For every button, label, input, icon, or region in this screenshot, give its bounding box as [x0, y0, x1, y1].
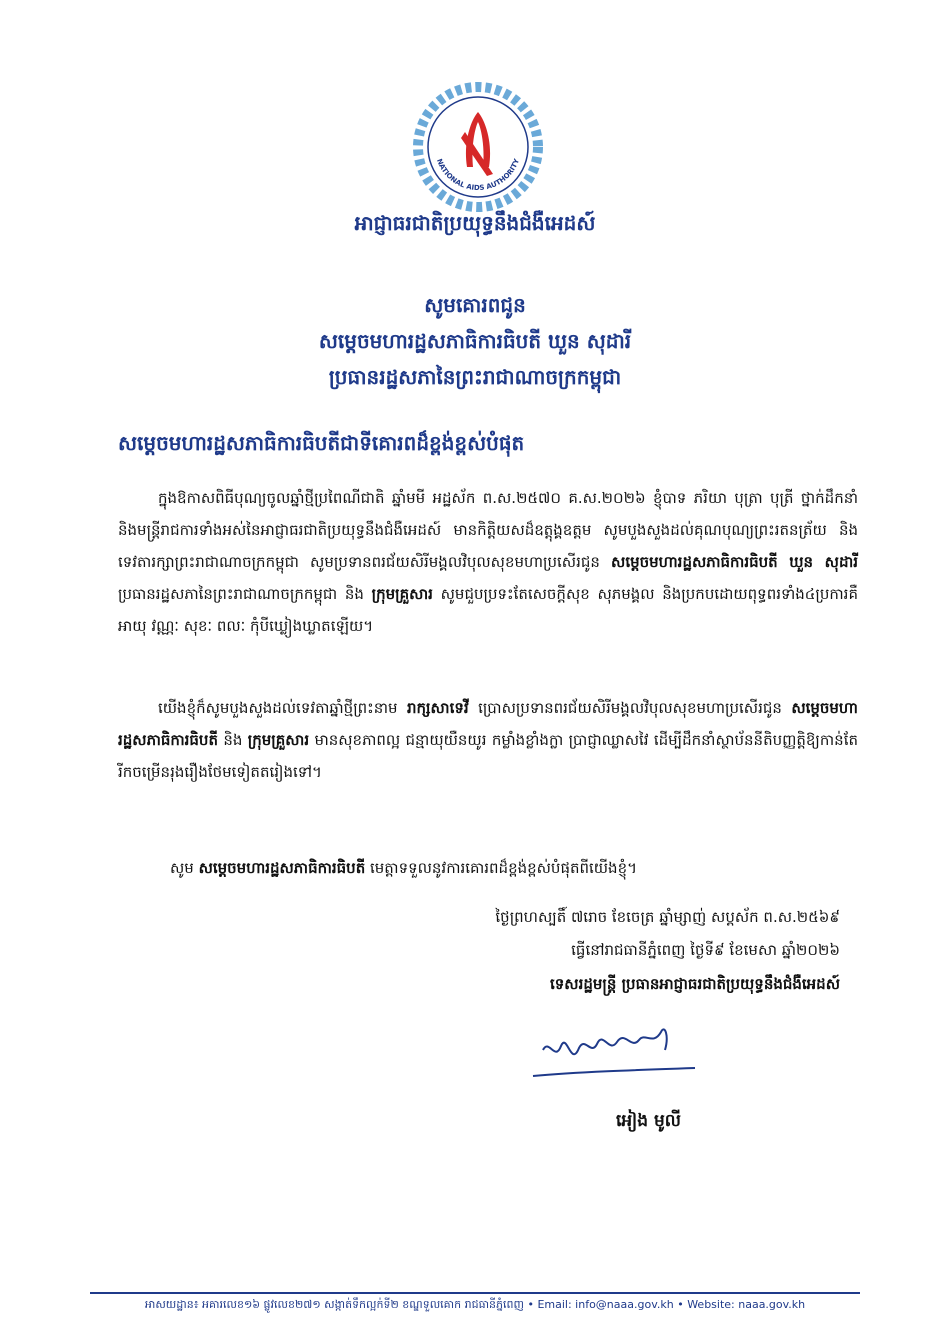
footer-website: • Website: naaa.gov.kh [677, 1298, 806, 1311]
p3-bold-recipient: សម្តេចមហារដ្ឋសភាធិការធិបតី [198, 859, 366, 877]
signer-title: ទេសរដ្ឋមន្ត្រី ប្រធានអាជ្ញាធរជាតិប្រយុទ្ធនឹងជំងឺអេដស៍ [550, 975, 840, 993]
footer-address: អាសយដ្ឋាន៖ អគារលេខ១៦ ផ្លូវលេខ២៧១ សង្កាត់ទឹកល្អក់ទី២ ខណ្ឌទួលគោក រាជធានីភ្នំពេញ [144, 1298, 524, 1311]
p1-text-a: ក្នុងឱកាសពិធីបុណ្យចូលឆ្នាំថ្មីប្រពៃណីជាតិ ឆ្នាំមមី អដ្ឋស័ក ព.ស.២៥៧០ គ.ស.២០២៦ ខ្ញុំបាទ ភរិយា បុត្រា បុត្រី ថ្នាក់ដឹកនាំ និងមន្ត្រីរាជការទាំងអស់នៃអាជ្ញាធរជាតិប្រយុទ្ធនឹងជំងឺអេដស៍ មានកិត្តិយសដ៏ឧត្តុង្គឧត្តម សូមបួងសួងដល់គុណបុណ្យព្រះរតនត្រ័យ និងទេវតារក្សាព្រះរាជាណាចក្រកម្ពុជា សូមប្រទានពរជ័យសិរីមង្គលវិបុលសុខមហាប្រសើរជូន [118, 489, 858, 571]
handwritten-signature [525, 1010, 705, 1090]
recipient-title: ប្រធានរដ្ឋសភានៃព្រះរាជាណាចក្រកម្ពុជា [328, 365, 622, 389]
p2-text-e: និង [223, 731, 243, 749]
logo-emblem-icon [405, 82, 551, 212]
p1-text-c: ប្រធានរដ្ឋសភានៃព្រះរាជាណាចក្រកម្ពុជា និង [118, 585, 364, 603]
lunar-date: ថ្ងៃព្រហស្បតិ៍ ៧រោច ខែចេត្រ ឆ្នាំម្សាញ់ សប្តស័ក ព.ស.២៥៦៩ [495, 908, 840, 926]
p3-text-a: សូម [170, 859, 194, 877]
signature-icon [525, 1010, 705, 1090]
logo-text: NATIONAL AIDS AUTHORITY [434, 157, 521, 193]
place-and-date: ធ្វើនៅរាជធានីភ្នំពេញ ថ្ងៃទី៩ ខែមេសា ឆ្នាំ២០២៦ [571, 941, 840, 959]
paragraph-1 [118, 482, 858, 642]
paragraph-2 [118, 692, 858, 788]
p2-text-g: មានសុខភាពល្អ ជន្មាយុយឺនយូរ កម្លាំងខ្លាំងក្លា ប្រាជ្ញាឈ្លាសវៃ ដើម្បីដឹកនាំស្ថាប័ននីតិបញ្ញត្តិឱ្យកាន់តែរីកចម្រើនរុងរឿងថែមទៀតតរៀងទៅ។ [118, 731, 858, 781]
national-aids-authority-logo [405, 82, 551, 212]
recipient-name: សម្តេចមហារដ្ឋសភាធិការធិបតី ឃួន សុដារី [318, 329, 632, 353]
greeting-line-1: សូមគោរពជូន [424, 293, 526, 317]
signer-name: អៀង មូលី [616, 1111, 681, 1131]
p2-text-c: ប្រោសប្រទានពរជ័យសិរីមង្គលវិបុលសុខមហាប្រសើរជូន [478, 699, 782, 717]
organization-name: អាជ្ញាធរជាតិប្រយុទ្ធនឹងជំងឺអេដស៍ [354, 211, 596, 235]
p2-text-a: យើងខ្ញុំក៏សូមបួងសួងដល់ទេវតាឆ្នាំថ្មីព្រះនាម [158, 699, 398, 717]
p2-bold-family: ក្រុមគ្រួសារ [247, 731, 310, 749]
p3-text-c: មេត្តាទទួលនូវការគោរពដ៏ខ្ពង់ខ្ពស់បំផុតពីយើងខ្ញុំ។ [370, 859, 637, 877]
p1-text-e: សូមជួបប្រទះតែសេចក្តីសុខ សុភមង្គល និងប្រកបដោយពុទ្ធពរទាំង៤ប្រការគឺ អាយុ វណ្ណៈ សុខៈ ពលៈ កុំបីឃ្លៀងឃ្លាតឡើយ។ [118, 585, 858, 635]
p1-bold-recipient: សម្តេចមហារដ្ឋសភាធិការធិបតី ឃួន សុដារី [611, 553, 858, 571]
paragraph-3 [118, 852, 858, 884]
p2-bold-deity: រាក្សសាទេវី [407, 699, 469, 717]
p2-bold-recipient: សម្តេចមហារដ្ឋសភាធិការធិបតី [118, 699, 858, 749]
salutation-headline: សម្តេចមហារដ្ឋសភាធិការធិបតីជាទីគោរពដ៏ខ្ពង់ខ្ពស់បំផុត [118, 431, 525, 455]
footer [90, 1298, 860, 1314]
footer-divider [90, 1292, 860, 1294]
footer-email: • Email: info@naaa.gov.kh [527, 1298, 674, 1311]
p1-bold-family: ក្រុមគ្រួសារ [371, 585, 433, 603]
